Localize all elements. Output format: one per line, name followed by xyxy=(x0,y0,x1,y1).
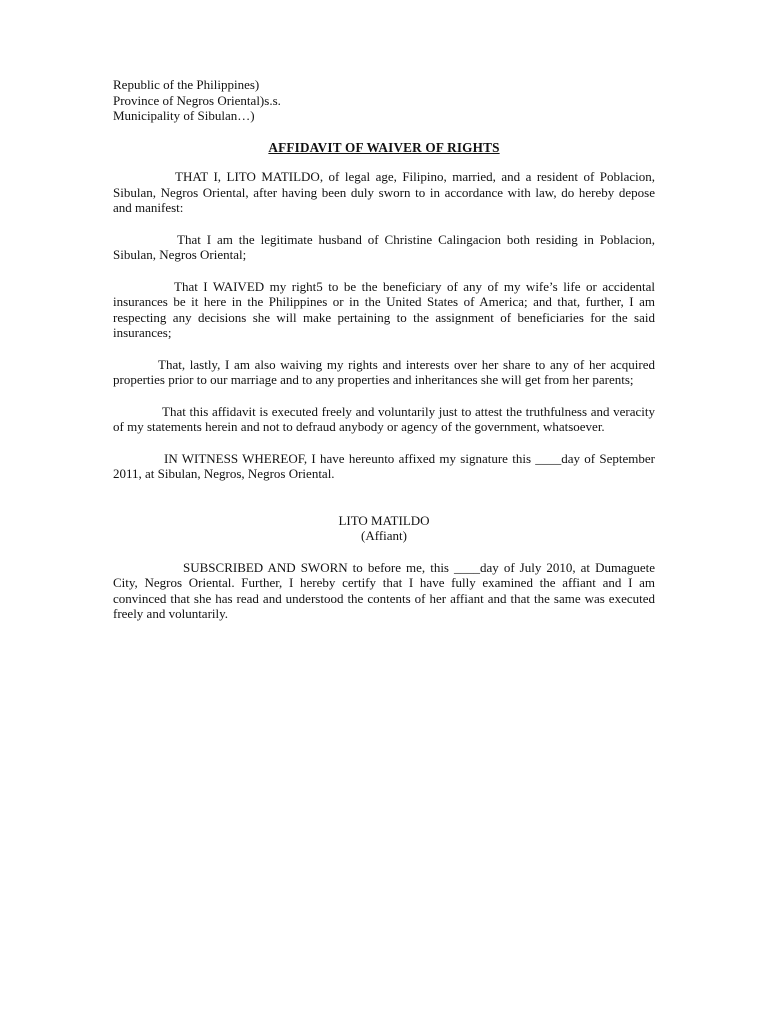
paragraph-executed-text: That this affidavit is executed freely and voluntarily just to attest the truthfulness and veracity of my statements herein and not to defraud anybody or agency of the government, whatsoever. xyxy=(113,403,655,434)
venue-republic: Republic of the Philippines) xyxy=(113,77,260,92)
affiant-name: LITO MATILDO xyxy=(338,512,430,528)
paragraph-husband xyxy=(113,232,655,263)
paragraph-waived-text: That I WAIVED my right5 to be the beneficiary of any of my wife’s life or accidental insurances be it here in the Philippines or in the United States of America; and that, further, I am respecting any decisions she will make pertaining to the assignment of beneficiaries for the said insurances; xyxy=(113,278,655,340)
venue-province: Province of Negros Oriental)s.s. xyxy=(113,92,281,108)
paragraph-executed xyxy=(113,404,655,435)
venue-header xyxy=(113,77,655,124)
paragraph-lastly-text: That, lastly, I am also waiving my rights and interests over her share to any of her acquired properties prior to our marriage and to any properties and inheritances she will get from her parents; xyxy=(113,356,655,387)
paragraph-intro-text: THAT I, LITO MATILDO, of legal age, Filipino, married, and a resident of Poblacion, Sibulan, Negros Oriental, after having been duly sworn to in accordance with law, do hereby depose and manifest: xyxy=(113,169,655,215)
paragraph-lastly xyxy=(113,357,655,388)
affiant-role: (Affiant) xyxy=(361,528,407,543)
paragraph-witness-text: IN WITNESS WHEREOF, I have hereunto affixed my signature this ____day of September 2011, at Sibulan, Negros, Negros Oriental. xyxy=(113,450,655,481)
venue-municipality: Municipality of Sibulan…) xyxy=(113,108,255,123)
document-title-text: AFFIDAVIT OF WAIVER OF RIGHTS xyxy=(268,139,500,155)
document-title xyxy=(113,140,655,156)
signature-block xyxy=(113,513,655,544)
paragraph-jurat-text: SUBSCRIBED AND SWORN to before me, this ____day of July 2010, at Dumaguete City, Negros Oriental. Further, I hereby certify that I have fully examined the affiant and I am convinced that she has read and understood the contents of her affiant and that the same was executed freely and voluntarily. xyxy=(113,559,655,621)
paragraph-intro xyxy=(113,169,655,216)
paragraph-jurat xyxy=(113,560,655,622)
paragraph-witness xyxy=(113,451,655,482)
affidavit-document xyxy=(113,77,655,622)
paragraph-husband-text: That I am the legitimate husband of Christine Calingacion both residing in Poblacion, Sibulan, Negros Oriental; xyxy=(113,231,655,262)
paragraph-waived xyxy=(113,279,655,341)
